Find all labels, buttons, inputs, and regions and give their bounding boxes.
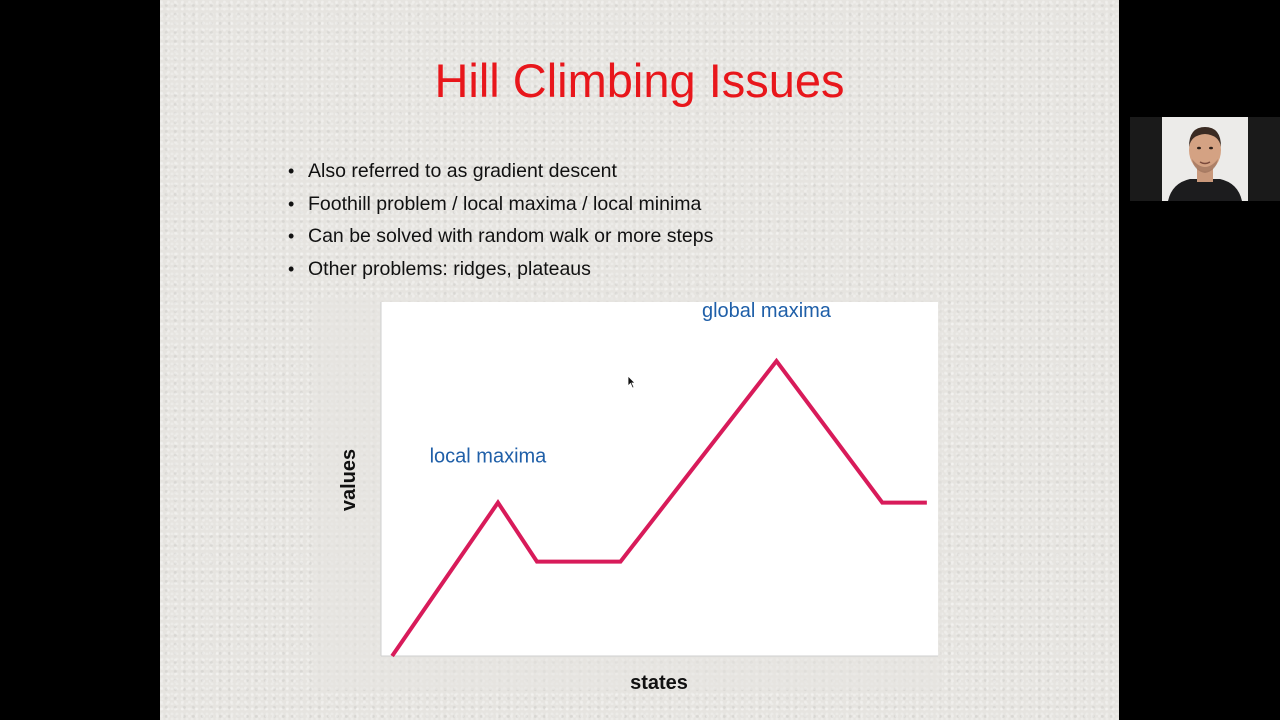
y-axis-label: values — [338, 448, 360, 512]
bullet-item: • Also referred to as gradient descent — [288, 155, 713, 188]
bullet-item: • Other problems: ridges, plateaus — [288, 253, 713, 286]
bullet-item: • Can be solved with random walk or more steps — [288, 220, 713, 253]
x-axis-label: states — [630, 672, 688, 694]
bullet-item: • Foothill problem / local maxima / local minima — [288, 188, 713, 221]
plot-area — [381, 302, 938, 656]
annotation-label: local maxima — [429, 445, 547, 468]
mouse-pointer-icon — [627, 375, 636, 394]
annotation-label: global maxima — [701, 300, 831, 322]
slide-title: Hill Climbing Issues — [434, 54, 845, 107]
presenter-webcam — [1130, 117, 1280, 201]
presenter-video-icon — [1162, 117, 1248, 201]
